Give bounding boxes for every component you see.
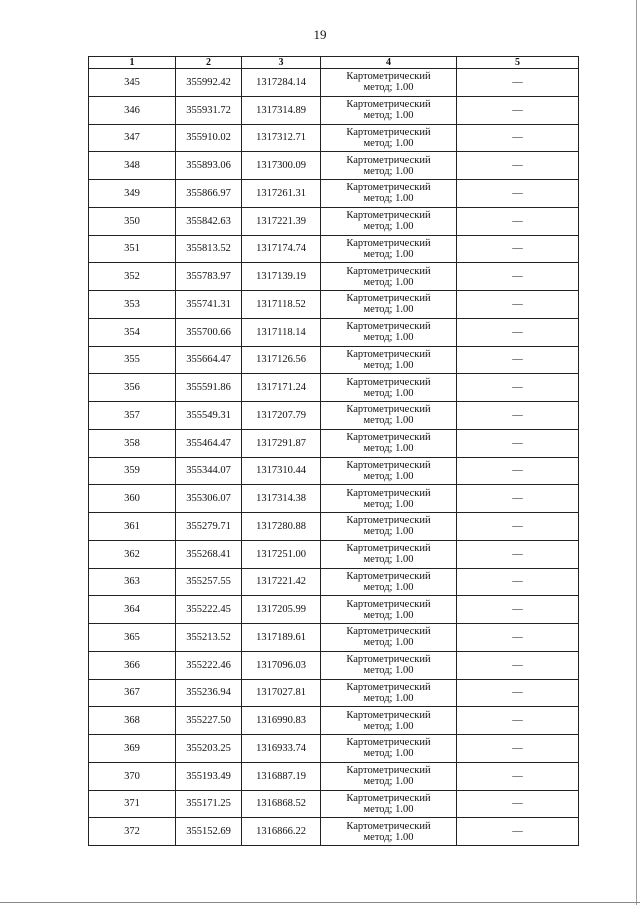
table-row [89, 624, 579, 652]
column-header-2: 2 [176, 57, 242, 69]
note-cell: — [457, 207, 579, 235]
point-number-cell: 371 [89, 790, 176, 818]
point-number-cell: 367 [89, 679, 176, 707]
method-cell [321, 596, 457, 624]
y-coordinate-cell: 1317314.89 [242, 96, 321, 124]
table-row [89, 762, 579, 790]
y-coordinate-cell: 1316990.83 [242, 707, 321, 735]
note-cell: — [457, 568, 579, 596]
x-coordinate-cell: 355992.42 [176, 69, 242, 97]
note-cell: — [457, 263, 579, 291]
method-cell [321, 568, 457, 596]
y-coordinate-cell: 1317221.39 [242, 207, 321, 235]
note-cell: — [457, 651, 579, 679]
note-cell: — [457, 735, 579, 763]
point-number-cell: 345 [89, 69, 176, 97]
table-row [89, 152, 579, 180]
method-cell [321, 318, 457, 346]
x-coordinate-cell: 355700.66 [176, 318, 242, 346]
method-cell [321, 485, 457, 513]
method-line-1: Картометрический [346, 321, 431, 333]
x-coordinate-cell: 355193.49 [176, 762, 242, 790]
table-body [89, 69, 579, 846]
method-cell [321, 263, 457, 291]
x-coordinate-cell: 355344.07 [176, 457, 242, 485]
point-number-cell: 351 [89, 235, 176, 263]
x-coordinate-cell: 355741.31 [176, 291, 242, 319]
note-cell: — [457, 624, 579, 652]
table-row [89, 263, 579, 291]
point-number-cell: 354 [89, 318, 176, 346]
method-line-2: метод; 1.00 [363, 470, 414, 482]
y-coordinate-cell: 1316887.19 [242, 762, 321, 790]
method-line-1: Картометрический [346, 737, 431, 749]
point-number-cell: 349 [89, 180, 176, 208]
method-cell [321, 346, 457, 374]
method-line-1: Картометрический [346, 71, 431, 83]
method-line-2: метод; 1.00 [363, 165, 414, 177]
x-coordinate-cell: 355222.46 [176, 651, 242, 679]
point-number-cell: 362 [89, 540, 176, 568]
method-line-2: метод; 1.00 [363, 581, 414, 593]
x-coordinate-cell: 355783.97 [176, 263, 242, 291]
scan-edge-right [636, 0, 637, 905]
note-cell: — [457, 429, 579, 457]
method-line-1: Картометрический [346, 681, 431, 693]
table-row [89, 735, 579, 763]
table-row [89, 679, 579, 707]
method-line-2: метод; 1.00 [363, 137, 414, 149]
table-row [89, 513, 579, 541]
x-coordinate-cell: 355866.97 [176, 180, 242, 208]
note-cell: — [457, 513, 579, 541]
table-row [89, 485, 579, 513]
method-line-1: Картометрический [346, 265, 431, 277]
table-row [89, 346, 579, 374]
point-number-cell: 360 [89, 485, 176, 513]
method-cell [321, 651, 457, 679]
table-row [89, 457, 579, 485]
note-cell: — [457, 402, 579, 430]
y-coordinate-cell: 1317221.42 [242, 568, 321, 596]
note-cell: — [457, 707, 579, 735]
point-number-cell: 366 [89, 651, 176, 679]
method-cell [321, 762, 457, 790]
table-row [89, 790, 579, 818]
point-number-cell: 358 [89, 429, 176, 457]
page-number: 19 [313, 27, 327, 42]
note-cell: — [457, 152, 579, 180]
method-line-2: метод; 1.00 [363, 720, 414, 732]
x-coordinate-cell: 355222.45 [176, 596, 242, 624]
method-line-1: Картометрический [346, 210, 431, 222]
method-line-1: Картометрический [346, 237, 431, 249]
y-coordinate-cell: 1316868.52 [242, 790, 321, 818]
method-cell [321, 707, 457, 735]
table-row [89, 651, 579, 679]
x-coordinate-cell: 355279.71 [176, 513, 242, 541]
table-row [89, 707, 579, 735]
table-row [89, 596, 579, 624]
method-line-2: метод; 1.00 [363, 415, 414, 427]
point-number-cell: 368 [89, 707, 176, 735]
note-cell: — [457, 180, 579, 208]
y-coordinate-cell: 1317096.03 [242, 651, 321, 679]
method-line-1: Картометрический [346, 99, 431, 111]
method-cell [321, 624, 457, 652]
x-coordinate-cell: 355549.31 [176, 402, 242, 430]
method-cell [321, 152, 457, 180]
point-number-cell: 346 [89, 96, 176, 124]
table-row [89, 568, 579, 596]
method-cell [321, 69, 457, 97]
table-row [89, 207, 579, 235]
y-coordinate-cell: 1317284.14 [242, 69, 321, 97]
table-row [89, 96, 579, 124]
point-number-cell: 369 [89, 735, 176, 763]
y-coordinate-cell: 1317261.31 [242, 180, 321, 208]
x-coordinate-cell: 355257.55 [176, 568, 242, 596]
note-cell: — [457, 346, 579, 374]
method-line-2: метод; 1.00 [363, 332, 414, 344]
method-line-1: Картометрический [346, 376, 431, 388]
table-row [89, 374, 579, 402]
method-line-2: метод; 1.00 [363, 221, 414, 233]
point-number-cell: 372 [89, 818, 176, 846]
table-row [89, 291, 579, 319]
method-line-2: метод; 1.00 [363, 387, 414, 399]
column-header-4: 4 [321, 57, 457, 69]
x-coordinate-cell: 355464.47 [176, 429, 242, 457]
x-coordinate-cell: 355171.25 [176, 790, 242, 818]
method-cell [321, 818, 457, 846]
table-row [89, 429, 579, 457]
x-coordinate-cell: 355591.86 [176, 374, 242, 402]
note-cell: — [457, 790, 579, 818]
x-coordinate-cell: 355213.52 [176, 624, 242, 652]
method-line-1: Картометрический [346, 654, 431, 666]
x-coordinate-cell: 355306.07 [176, 485, 242, 513]
x-coordinate-cell: 355910.02 [176, 124, 242, 152]
point-number-cell: 363 [89, 568, 176, 596]
note-cell: — [457, 485, 579, 513]
y-coordinate-cell: 1317300.09 [242, 152, 321, 180]
method-line-2: метод; 1.00 [363, 193, 414, 205]
y-coordinate-cell: 1317118.14 [242, 318, 321, 346]
method-line-1: Картометрический [346, 293, 431, 305]
method-cell [321, 735, 457, 763]
point-number-cell: 370 [89, 762, 176, 790]
table-row [89, 235, 579, 263]
method-cell [321, 124, 457, 152]
point-number-cell: 348 [89, 152, 176, 180]
y-coordinate-cell: 1317312.71 [242, 124, 321, 152]
y-coordinate-cell: 1316933.74 [242, 735, 321, 763]
note-cell: — [457, 596, 579, 624]
x-coordinate-cell: 355152.69 [176, 818, 242, 846]
x-coordinate-cell: 355227.50 [176, 707, 242, 735]
method-line-2: метод; 1.00 [363, 248, 414, 260]
coordinates-table [88, 56, 579, 846]
method-cell [321, 235, 457, 263]
scan-edge-bottom [0, 902, 640, 903]
method-line-2: метод; 1.00 [363, 359, 414, 371]
y-coordinate-cell: 1317174.74 [242, 235, 321, 263]
method-cell [321, 457, 457, 485]
note-cell: — [457, 318, 579, 346]
x-coordinate-cell: 355236.94 [176, 679, 242, 707]
method-cell [321, 180, 457, 208]
method-cell [321, 207, 457, 235]
note-cell: — [457, 235, 579, 263]
point-number-cell: 359 [89, 457, 176, 485]
method-cell [321, 374, 457, 402]
table-row [89, 180, 579, 208]
method-cell [321, 291, 457, 319]
y-coordinate-cell: 1317251.00 [242, 540, 321, 568]
y-coordinate-cell: 1317207.79 [242, 402, 321, 430]
y-coordinate-cell: 1317280.88 [242, 513, 321, 541]
method-line-2: метод; 1.00 [363, 692, 414, 704]
method-line-2: метод; 1.00 [363, 498, 414, 510]
method-line-2: метод; 1.00 [363, 831, 414, 843]
column-header-1: 1 [89, 57, 176, 69]
note-cell: — [457, 679, 579, 707]
method-line-1: Картометрический [346, 515, 431, 527]
method-line-2: метод; 1.00 [363, 803, 414, 815]
y-coordinate-cell: 1317126.56 [242, 346, 321, 374]
method-line-1: Картометрический [346, 404, 431, 416]
method-line-2: метод; 1.00 [363, 110, 414, 122]
method-line-1: Картометрический [346, 820, 431, 832]
method-cell [321, 540, 457, 568]
method-line-1: Картометрический [346, 765, 431, 777]
point-number-cell: 352 [89, 263, 176, 291]
table-row [89, 402, 579, 430]
y-coordinate-cell: 1317205.99 [242, 596, 321, 624]
method-cell [321, 790, 457, 818]
table-row [89, 540, 579, 568]
method-line-1: Картометрический [346, 709, 431, 721]
method-cell [321, 402, 457, 430]
y-coordinate-cell: 1317314.38 [242, 485, 321, 513]
note-cell: — [457, 96, 579, 124]
note-cell: — [457, 124, 579, 152]
note-cell: — [457, 818, 579, 846]
point-number-cell: 361 [89, 513, 176, 541]
column-header-5: 5 [457, 57, 579, 69]
point-number-cell: 350 [89, 207, 176, 235]
point-number-cell: 365 [89, 624, 176, 652]
point-number-cell: 364 [89, 596, 176, 624]
note-cell: — [457, 69, 579, 97]
note-cell: — [457, 457, 579, 485]
y-coordinate-cell: 1317171.24 [242, 374, 321, 402]
column-header-3: 3 [242, 57, 321, 69]
method-line-2: метод; 1.00 [363, 443, 414, 455]
method-line-2: метод; 1.00 [363, 276, 414, 288]
method-line-1: Картометрический [346, 598, 431, 610]
point-number-cell: 355 [89, 346, 176, 374]
table-row [89, 69, 579, 97]
y-coordinate-cell: 1317189.61 [242, 624, 321, 652]
method-line-1: Картометрический [346, 182, 431, 194]
method-line-1: Картометрический [346, 543, 431, 555]
method-line-1: Картометрический [346, 459, 431, 471]
method-cell [321, 96, 457, 124]
note-cell: — [457, 762, 579, 790]
x-coordinate-cell: 355931.72 [176, 96, 242, 124]
y-coordinate-cell: 1317027.81 [242, 679, 321, 707]
method-line-2: метод; 1.00 [363, 748, 414, 760]
table-row [89, 124, 579, 152]
method-line-2: метод; 1.00 [363, 82, 414, 94]
point-number-cell: 356 [89, 374, 176, 402]
method-line-1: Картометрический [346, 626, 431, 638]
method-cell [321, 429, 457, 457]
y-coordinate-cell: 1317139.19 [242, 263, 321, 291]
note-cell: — [457, 374, 579, 402]
point-number-cell: 353 [89, 291, 176, 319]
y-coordinate-cell: 1317118.52 [242, 291, 321, 319]
method-line-2: метод; 1.00 [363, 776, 414, 788]
header-row [89, 57, 579, 69]
method-line-1: Картометрический [346, 570, 431, 582]
method-cell [321, 513, 457, 541]
y-coordinate-cell: 1316866.22 [242, 818, 321, 846]
x-coordinate-cell: 355203.25 [176, 735, 242, 763]
method-line-2: метод; 1.00 [363, 665, 414, 677]
x-coordinate-cell: 355268.41 [176, 540, 242, 568]
table-row [89, 818, 579, 846]
method-line-1: Картометрический [346, 487, 431, 499]
point-number-cell: 357 [89, 402, 176, 430]
table-row [89, 318, 579, 346]
method-line-2: метод; 1.00 [363, 609, 414, 621]
method-line-1: Картометрический [346, 432, 431, 444]
method-line-1: Картометрический [346, 792, 431, 804]
method-line-1: Картометрический [346, 154, 431, 166]
method-line-2: метод; 1.00 [363, 304, 414, 316]
y-coordinate-cell: 1317291.87 [242, 429, 321, 457]
x-coordinate-cell: 355813.52 [176, 235, 242, 263]
method-line-1: Картометрический [346, 126, 431, 138]
note-cell: — [457, 291, 579, 319]
method-cell [321, 679, 457, 707]
method-line-2: метод; 1.00 [363, 554, 414, 566]
method-line-1: Картометрический [346, 348, 431, 360]
x-coordinate-cell: 355842.63 [176, 207, 242, 235]
method-line-2: метод; 1.00 [363, 637, 414, 649]
x-coordinate-cell: 355893.06 [176, 152, 242, 180]
note-cell: — [457, 540, 579, 568]
y-coordinate-cell: 1317310.44 [242, 457, 321, 485]
point-number-cell: 347 [89, 124, 176, 152]
method-line-2: метод; 1.00 [363, 526, 414, 538]
x-coordinate-cell: 355664.47 [176, 346, 242, 374]
